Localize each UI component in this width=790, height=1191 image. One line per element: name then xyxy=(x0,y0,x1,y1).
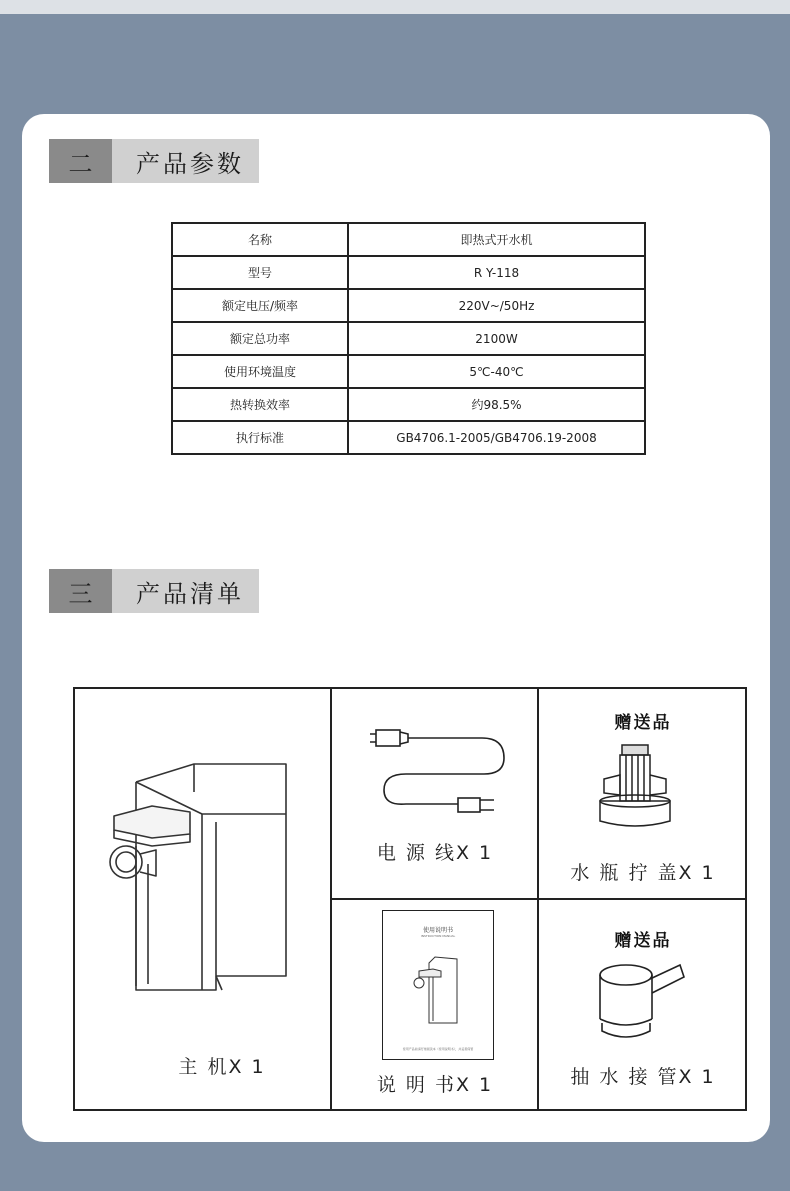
param-row xyxy=(172,289,645,322)
manual-cover-footer: 使用产品前请仔细阅读本《使用说明书》，并妥善保管 xyxy=(402,1047,474,1051)
power-cable-illustration xyxy=(362,714,522,824)
manual-booklet xyxy=(382,910,494,1060)
param-row xyxy=(172,421,645,454)
param-value: 220V~/50Hz xyxy=(348,289,645,322)
item-label-power-cable: 电 源 线X 1 xyxy=(376,842,494,864)
section-header-list xyxy=(49,569,259,613)
water-dispenser-illustration xyxy=(90,754,300,1004)
section-header-params xyxy=(49,139,259,183)
param-row xyxy=(172,256,645,289)
param-key: 型号 xyxy=(172,256,348,289)
param-value: 5℃-40℃ xyxy=(348,355,645,388)
param-row xyxy=(172,355,645,388)
gift-label-pipe: 赠送品 xyxy=(614,931,672,951)
section-title: 产品清单 xyxy=(112,569,259,613)
item-label-manual: 说 明 书X 1 xyxy=(376,1074,494,1096)
section-title: 产品参数 xyxy=(112,139,259,183)
param-key: 额定总功率 xyxy=(172,322,348,355)
bottle-cap-illustration xyxy=(592,739,682,834)
item-label-bottle-cap: 水 瓶 拧 盖X 1 xyxy=(570,862,716,884)
param-value: 即热式开水机 xyxy=(348,223,645,256)
param-value: 约98.5% xyxy=(348,388,645,421)
params-table xyxy=(171,222,646,455)
top-strip xyxy=(0,0,790,14)
pipe-illustration xyxy=(592,959,702,1049)
gift-label-cap: 赠送品 xyxy=(614,713,672,733)
param-row xyxy=(172,322,645,355)
param-key: 热转换效率 xyxy=(172,388,348,421)
param-value: R Y-118 xyxy=(348,256,645,289)
section-number: 三 xyxy=(49,569,112,613)
param-key: 额定电压/频率 xyxy=(172,289,348,322)
manual-cover-subtitle: INSTRUCTION MANUAL xyxy=(420,934,456,938)
param-value: 2100W xyxy=(348,322,645,355)
grid-divider xyxy=(331,898,745,900)
param-value: GB4706.1-2005/GB4706.19-2008 xyxy=(348,421,645,454)
section-number: 二 xyxy=(49,139,112,183)
param-key: 执行标准 xyxy=(172,421,348,454)
content-card xyxy=(22,114,770,1142)
param-row xyxy=(172,223,645,256)
param-key: 名称 xyxy=(172,223,348,256)
param-row xyxy=(172,388,645,421)
manual-cover-title: 使用说明书 xyxy=(422,927,453,934)
item-label-pipe: 抽 水 接 管X 1 xyxy=(570,1066,716,1088)
item-label-main-unit: 主 机X 1 xyxy=(178,1056,266,1078)
param-key: 使用环境温度 xyxy=(172,355,348,388)
manual-cover-product-icon xyxy=(411,949,471,1029)
